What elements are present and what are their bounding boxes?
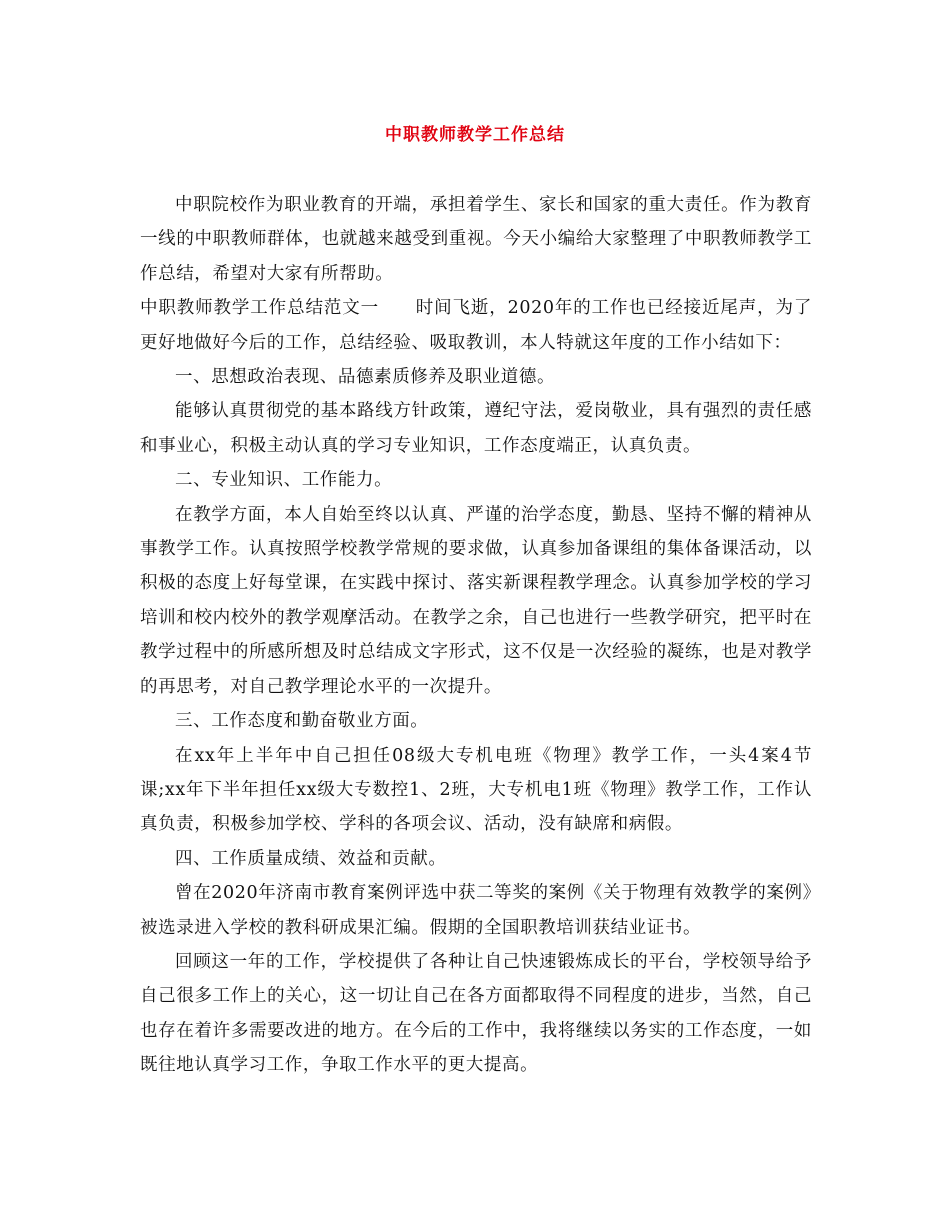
document-body <box>140 188 812 1083</box>
body-paragraph: 在xx年上半年中自己担任08级大专机电班《物理》教学工作，一头4案4节课;xx年下半年担任xx级大专数控1、2班，大专机电1班《物理》教学工作，工作认真负责，积极参加学校、学科的各项会议、活动，没有缺席和病假。 <box>140 745 812 835</box>
intro-paragraph: 中职院校作为职业教育的开端，承担着学生、家长和国家的重大责任。作为教育一线的中职教师群体，也就越来越受到重视。今天小编给大家整理了中职教师教学工作总结，希望对大家有所帮助。 <box>140 195 812 284</box>
section-heading-3: 三、工作态度和勤奋敬业方面。 <box>175 711 429 732</box>
sample-heading-paragraph: 中职教师教学工作总结范文一 时间飞逝，2020年的工作也已经接近尾声，为了更好地做好今后的工作，总结经验、吸取教训，本人特就这年度的工作小结如下： <box>140 298 812 353</box>
section-heading-1: 一、思想政治表现、品德素质修养及职业道德。 <box>175 367 556 388</box>
body-paragraph: 在教学方面，本人自始至终以认真、严谨的治学态度，勤恳、坚持不懈的精神从事教学工作。认真按照学校教学常规的要求做，认真参加备课组的集体备课活动，以积极的态度上好每堂课，在实践中探讨、落实新课程教学理念。认真参加学校的学习培训和校内校外的教学观摩活动。在教学之余，自己也进行一些教学研究，把平时在教学过程中的所感所想及时总结成文字形式，这不仅是一次经验的凝练，也是对教学的再思考，对自己教学理论水平的一次提升。 <box>140 504 812 697</box>
section-heading-2: 二、专业知识、工作能力。 <box>175 470 393 491</box>
body-paragraph: 曾在2020年济南市教育案例评选中获二等奖的案例《关于物理有效教学的案例》被选录进入学校的教科研成果汇编。假期的全国职教培训获结业证书。 <box>140 883 812 938</box>
document-title: 中职教师教学工作总结 <box>385 125 565 145</box>
conclusion-paragraph: 回顾这一年的工作，学校提供了各种让自己快速锻炼成长的平台，学校领导给予自己很多工作上的关心，这一切让自己在各方面都取得不同程度的进步，当然，自己也存在着许多需要改进的地方。在今后的工作中，我将继续以务实的工作态度，一如既往地认真学习工作，争取工作水平的更大提高。 <box>140 951 812 1076</box>
section-heading-4: 四、工作质量成绩、效益和贡献。 <box>175 848 447 869</box>
body-paragraph: 能够认真贯彻党的基本路线方针政策，遵纪守法，爱岗敬业，具有强烈的责任感和事业心，积极主动认真的学习专业知识，工作态度端正，认真负责。 <box>140 401 812 456</box>
